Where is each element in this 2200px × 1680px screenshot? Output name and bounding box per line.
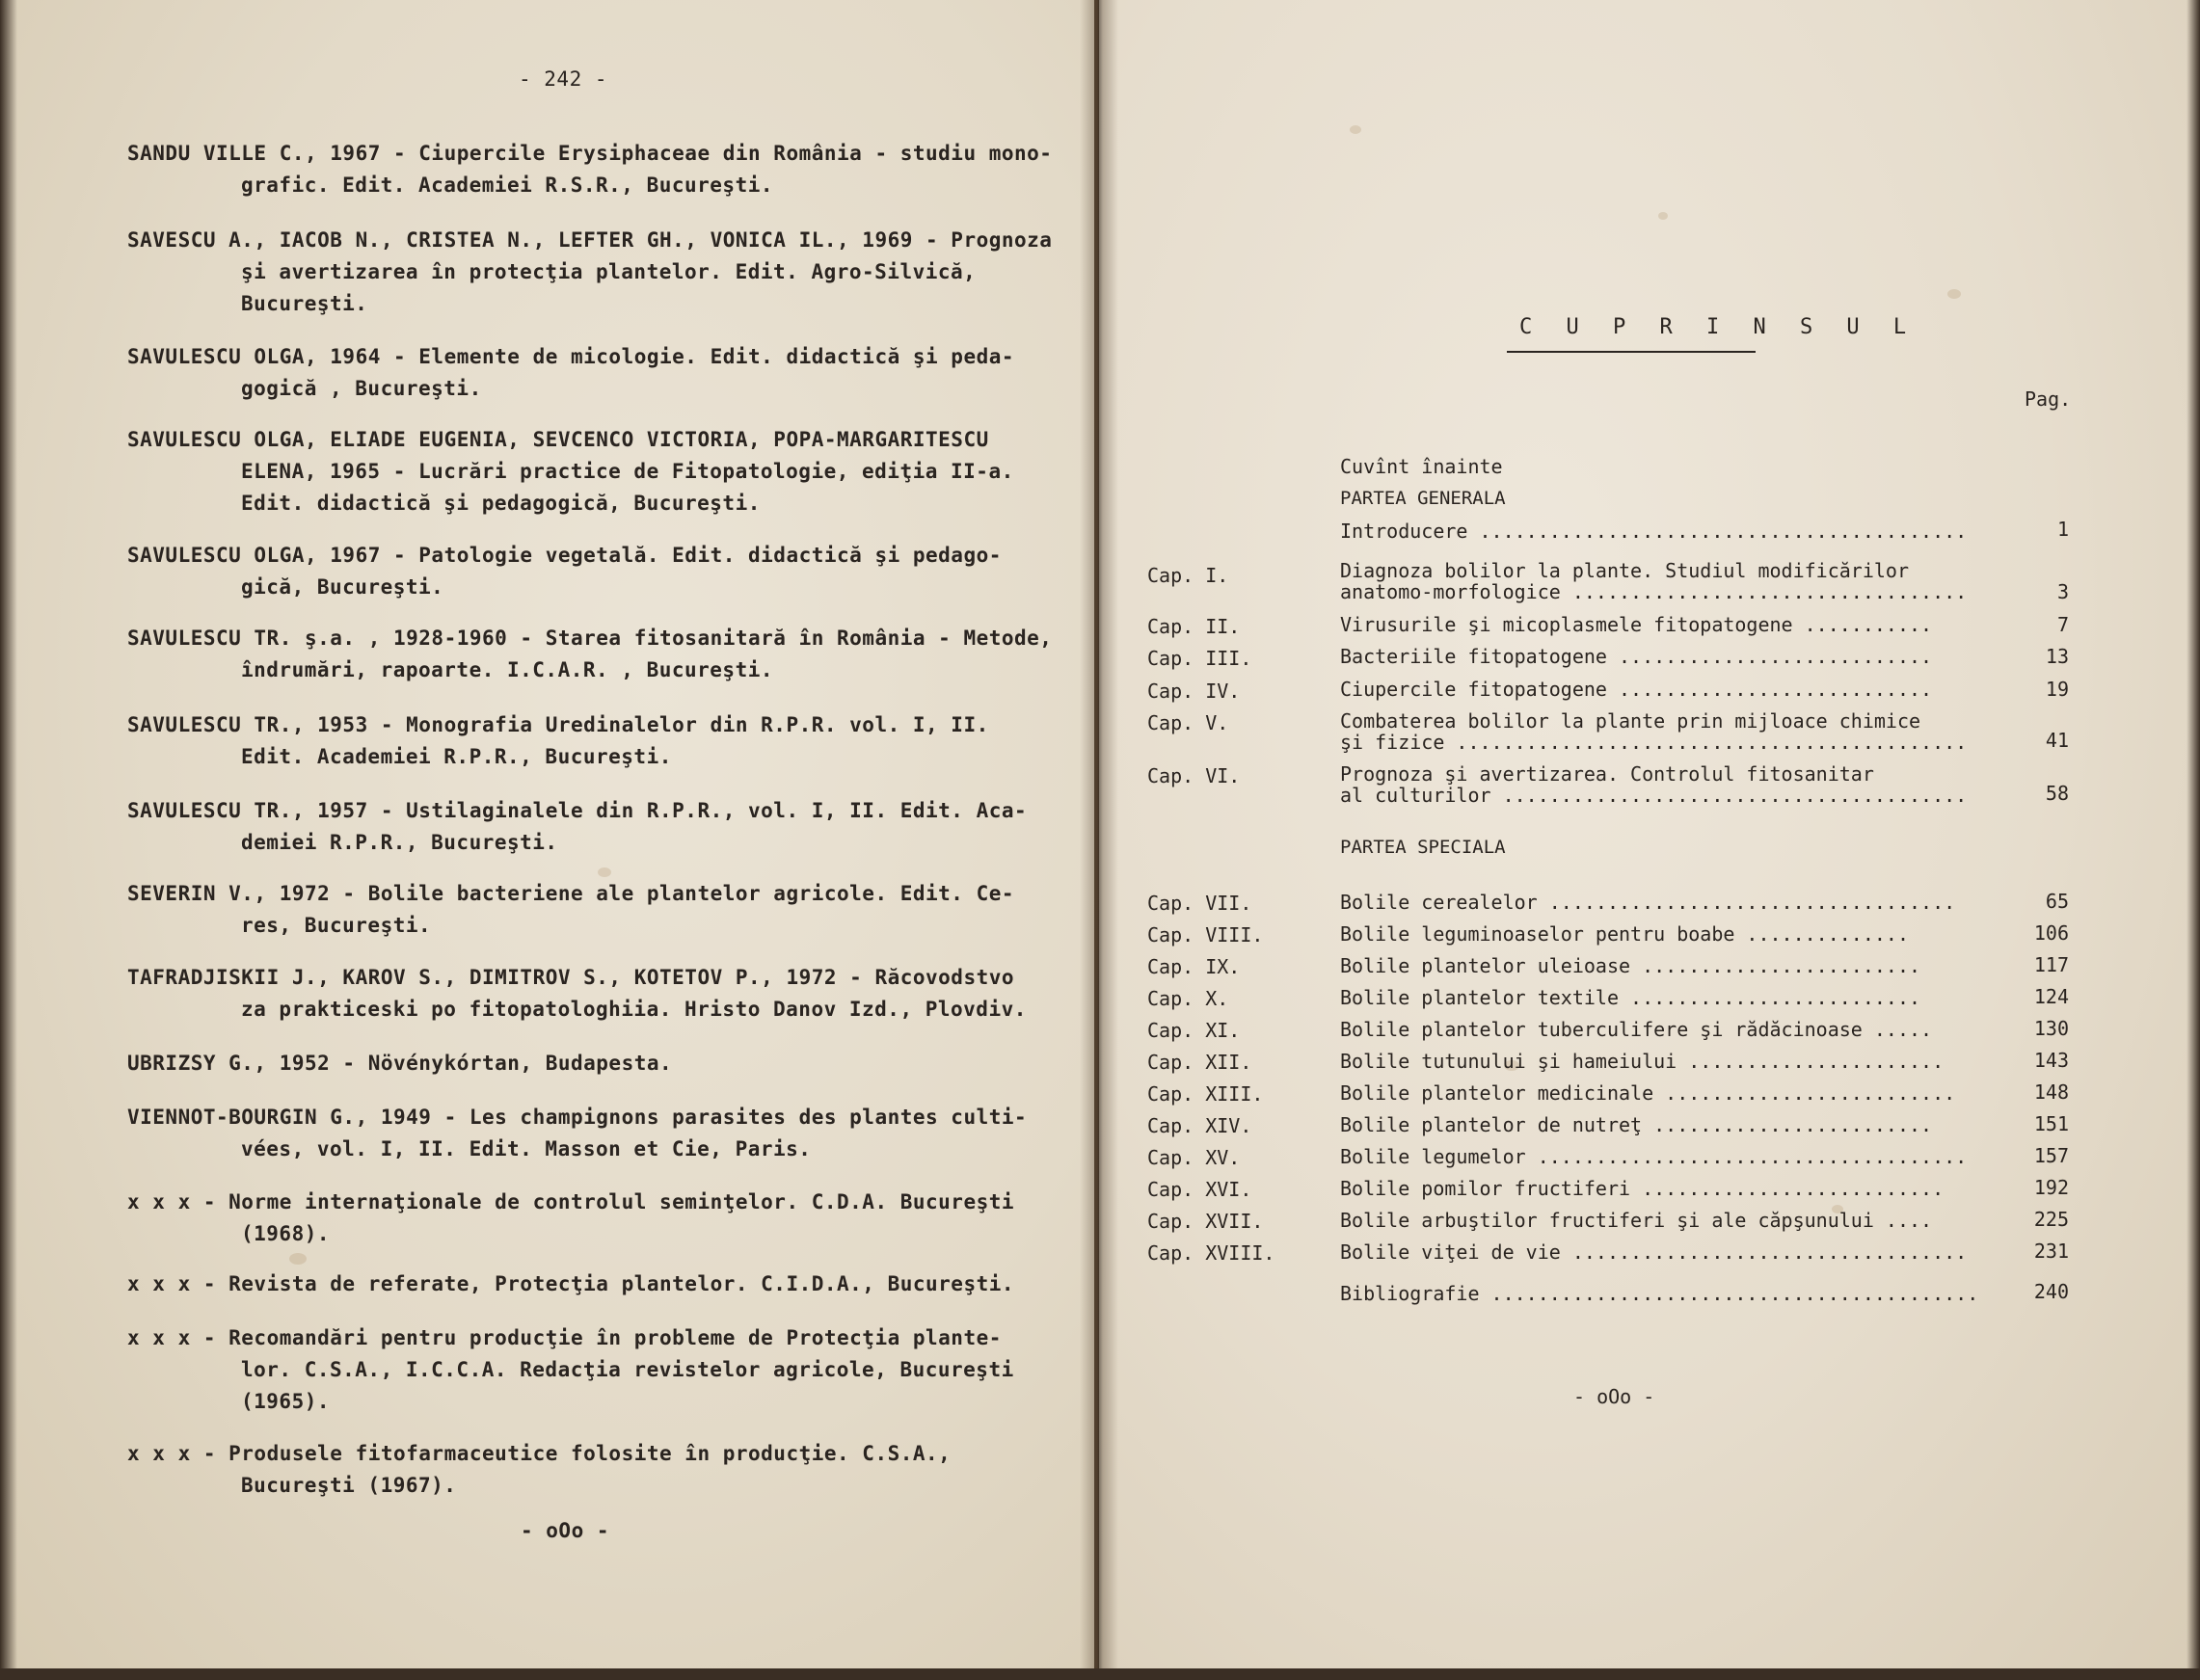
- bib-line: lor. C.S.A., I.C.C.A. Redacţia revistelor agricole, Bucureşti: [241, 1358, 1014, 1381]
- toc-title: C U P R I N S U L: [1519, 315, 1918, 339]
- bib-line: SAVULESCU OLGA, 1967 - Patologie vegetală. Edit. didactică şi pedago-: [127, 544, 1002, 567]
- bib-line: Bucureşti (1967).: [241, 1474, 457, 1497]
- bib-line: SANDU VILLE C., 1967 - Ciupercile Erysiphaceae din România - studiu mono-: [127, 142, 1053, 165]
- title-underline: [1507, 351, 1756, 353]
- bib-line: (1965).: [241, 1390, 331, 1413]
- toc-entry-title: Bolile plantelor de nutreţ ........................: [1340, 1113, 1933, 1136]
- toc-page-number: 225: [2033, 1208, 2069, 1231]
- bib-line: VIENNOT-BOURGIN G., 1949 - Les champignons parasites des plantes culti-: [127, 1106, 1028, 1129]
- end-mark: - oOo -: [521, 1519, 610, 1542]
- bib-entry: [127, 341, 1072, 405]
- bib-entry: [127, 962, 1072, 1026]
- bib-entry: [127, 623, 1072, 686]
- bib-line: SAVULESCU TR., 1957 - Ustilaginalele din R.P.R., vol. I, II. Edit. Aca-: [127, 799, 1028, 822]
- toc-entry-title: Introducere ..........................................: [1340, 520, 1968, 543]
- chapter-label: Cap. XII.: [1147, 1051, 1252, 1074]
- toc-entry-title: Ciupercile fitopatogene ...........................: [1340, 678, 1933, 701]
- toc-page-number: 58: [2045, 782, 2069, 805]
- bib-line: grafic. Edit. Academiei R.S.R., Bucureşti.: [241, 173, 774, 197]
- paper-stain: [1350, 125, 1361, 134]
- bib-line: SAVULESCU OLGA, 1964 - Elemente de micologie. Edit. didactică şi peda-: [127, 345, 1015, 368]
- chapter-label: Cap. XV.: [1147, 1146, 1241, 1169]
- toc-page-number: 130: [2033, 1017, 2069, 1040]
- toc-page-number: 106: [2033, 921, 2069, 945]
- toc-page-number: 192: [2033, 1176, 2069, 1199]
- bib-line: şi avertizarea în protecţia plantelor. Edit. Agro-Silvică,: [241, 260, 977, 283]
- section-heading: PARTEA GENERALA: [1340, 488, 1506, 509]
- bib-line: x x x - Produsele fitofarmaceutice folosite în producţie. C.S.A.,: [127, 1442, 952, 1465]
- paper-stain: [1947, 289, 1961, 299]
- bib-line: TAFRADJISKII J., KAROV S., DIMITROV S., KOTETOV P., 1972 - Răcovodstvo: [127, 966, 1015, 989]
- toc-entry-title: Bolile viţei de vie ..................................: [1340, 1240, 1968, 1264]
- bib-line: Bucureşti.: [241, 292, 368, 315]
- toc-page-number: 19: [2045, 678, 2069, 701]
- bib-entry: [127, 795, 1072, 859]
- bib-entry: [127, 225, 1072, 320]
- bib-line: gică, Bucureşti.: [241, 575, 444, 599]
- bib-entry: [127, 1438, 1072, 1502]
- toc-page-number: 13: [2045, 645, 2069, 668]
- toc-entry-title: Bolile tutunului şi hameiului ......................: [1340, 1050, 1945, 1073]
- toc-entry-title: anatomo-morfologice ..................................: [1340, 580, 1968, 603]
- toc-entry-title: Diagnoza bolilor la plante. Studiul modificărilor: [1340, 559, 1910, 582]
- bib-line: gogică , Bucureşti.: [241, 377, 482, 400]
- toc-page-number: 7: [2056, 613, 2069, 636]
- bib-line: UBRIZSY G., 1952 - Növénykórtan, Budapesta.: [127, 1052, 673, 1075]
- bib-line: SEVERIN V., 1972 - Bolile bacteriene ale plantelor agricole. Edit. Ce-: [127, 882, 1015, 905]
- bib-line: res, Bucureşti.: [241, 914, 432, 937]
- bib-line: SAVESCU A., IACOB N., CRISTEA N., LEFTER GH., VONICA IL., 1969 - Prognoza: [127, 228, 1053, 252]
- chapter-label: Cap. IX.: [1147, 955, 1241, 978]
- chapter-label: Cap. VIII.: [1147, 923, 1264, 947]
- bib-entry: [127, 878, 1072, 942]
- toc-entry-title: Bolile legumelor .....................................: [1340, 1145, 1968, 1168]
- bib-entry: [127, 424, 1072, 520]
- left-page: [0, 0, 1094, 1680]
- bib-line: SAVULESCU TR., 1953 - Monografia Uredinalelor din R.P.R. vol. I, II.: [127, 713, 989, 736]
- chapter-label: Cap. VI.: [1147, 764, 1241, 787]
- toc-page-number: 1: [2056, 518, 2069, 541]
- toc-entry-title: Virusurile şi micoplasmele fitopatogene ...........: [1340, 613, 1933, 636]
- toc-page-number: 157: [2033, 1144, 2069, 1167]
- bib-line: x x x - Revista de referate, Protecţia plantelor. C.I.D.A., Bucureşti.: [127, 1272, 1015, 1295]
- chapter-label: Cap. III.: [1147, 647, 1252, 670]
- toc-entry-title: Bolile arbuştilor fructiferi şi ale căpşunului ....: [1340, 1209, 1933, 1232]
- toc-page-number: 41: [2045, 729, 2069, 752]
- toc-entry-title: Bolile plantelor medicinale .........................: [1340, 1081, 1956, 1105]
- toc-page-number: 65: [2045, 890, 2069, 913]
- chapter-label: Cap. I.: [1147, 564, 1229, 587]
- bib-line: x x x - Norme internaţionale de controlul seminţelor. C.D.A. Bucureşti: [127, 1190, 1015, 1213]
- bib-line: SAVULESCU TR. ş.a. , 1928-1960 - Starea fitosanitară în România - Metode,: [127, 627, 1053, 650]
- chapter-label: Cap. XI.: [1147, 1019, 1241, 1042]
- toc-entry-title: şi fizice ............................................: [1340, 731, 1968, 754]
- bib-line: SAVULESCU OLGA, ELIADE EUGENIA, SEVCENCO VICTORIA, POPA-MARGARITESCU: [127, 428, 989, 451]
- bib-line: za prakticeski po fitopatologhiia. Hristo Danov Izd., Plovdiv.: [241, 998, 1027, 1021]
- bib-entry: [127, 1102, 1072, 1165]
- chapter-label: Cap. VII.: [1147, 892, 1252, 915]
- toc-entry-title: Combaterea bolilor la plante prin mijloace chimice: [1340, 709, 1921, 733]
- bib-line: îndrumări, rapoarte. I.C.A.R. , Bucureşti.: [241, 658, 774, 681]
- bib-entry: [127, 1322, 1072, 1418]
- toc-entry-title: Bolile plantelor tuberculifere şi rădăcinoase .....: [1340, 1018, 1933, 1041]
- bib-line: Edit. didactică şi pedagogică, Bucureşti.: [241, 492, 761, 515]
- bib-entry: [127, 1187, 1072, 1250]
- toc-entry-title: Bolile plantelor textile .........................: [1340, 986, 1921, 1009]
- chapter-label: Cap. XIII.: [1147, 1082, 1264, 1106]
- bib-line: Edit. Academiei R.P.R., Bucureşti.: [241, 745, 672, 768]
- page-column-label: Pag.: [2025, 387, 2072, 411]
- toc-page-number: 3: [2056, 580, 2069, 603]
- chapter-label: Cap. X.: [1147, 987, 1229, 1010]
- toc-entry-title: Bolile leguminoaselor pentru boabe ..............: [1340, 922, 1910, 946]
- bib-line: x x x - Recomandări pentru producţie în probleme de Protecţia plante-: [127, 1326, 1002, 1349]
- page-number: - 242 -: [519, 67, 608, 91]
- toc-page-number: 124: [2033, 985, 2069, 1008]
- toc-entry-title: Prognoza şi avertizarea. Controlul fitosanitar: [1340, 762, 1874, 786]
- bib-line: ELENA, 1965 - Lucrări practice de Fitopatologie, ediţia II-a.: [241, 460, 1014, 483]
- chapter-label: Cap. XVII.: [1147, 1210, 1264, 1233]
- bib-line: demiei R.P.R., Bucureşti.: [241, 831, 558, 854]
- page-edge: [2187, 0, 2200, 1680]
- page-edge: [0, 1668, 2200, 1680]
- toc-entry-title: Bibliografie ..........................................: [1340, 1282, 1979, 1305]
- toc-page-number: 240: [2033, 1280, 2069, 1303]
- chapter-label: Cap. IV.: [1147, 680, 1241, 703]
- section-heading: PARTEA SPECIALA: [1340, 837, 1506, 858]
- toc-preface: Cuvînt înainte: [1340, 455, 1503, 478]
- end-mark: - oOo -: [1573, 1385, 1655, 1408]
- toc-page-number: 151: [2033, 1112, 2069, 1135]
- book-gutter: [1080, 0, 1118, 1680]
- chapter-label: Cap. XVI.: [1147, 1178, 1252, 1201]
- paper-stain: [289, 1253, 307, 1265]
- toc-entry-title: Bolile plantelor uleioase ........................: [1340, 954, 1921, 977]
- toc-entry-title: Bolile cerealelor ...................................: [1340, 891, 1956, 914]
- bib-entry: [127, 540, 1072, 603]
- toc-entry-title: Bolile pomilor fructiferi ..........................: [1340, 1177, 1945, 1200]
- toc-page-number: 143: [2033, 1049, 2069, 1072]
- bib-line: (1968).: [241, 1222, 331, 1245]
- paper-stain: [598, 867, 611, 877]
- toc-entry-title: Bacteriile fitopatogene ...........................: [1340, 645, 1933, 668]
- bib-line: vées, vol. I, II. Edit. Masson et Cie, Paris.: [241, 1137, 812, 1160]
- toc-page-number: 117: [2033, 953, 2069, 976]
- chapter-label: Cap. XIV.: [1147, 1114, 1252, 1137]
- chapter-label: Cap. V.: [1147, 711, 1229, 734]
- toc-page-number: 148: [2033, 1080, 2069, 1104]
- paper-stain: [1658, 212, 1668, 220]
- bib-entry: [127, 138, 1072, 201]
- bib-entry: [127, 1268, 1072, 1300]
- page-edge: [0, 0, 17, 1680]
- bib-entry: [127, 709, 1072, 773]
- right-page: [1099, 0, 2200, 1680]
- bib-entry: [127, 1048, 1072, 1080]
- toc-page-number: 231: [2033, 1240, 2069, 1263]
- toc-entry-title: al culturilor ........................................: [1340, 784, 1968, 807]
- chapter-label: Cap. XVIII.: [1147, 1241, 1275, 1265]
- chapter-label: Cap. II.: [1147, 615, 1241, 638]
